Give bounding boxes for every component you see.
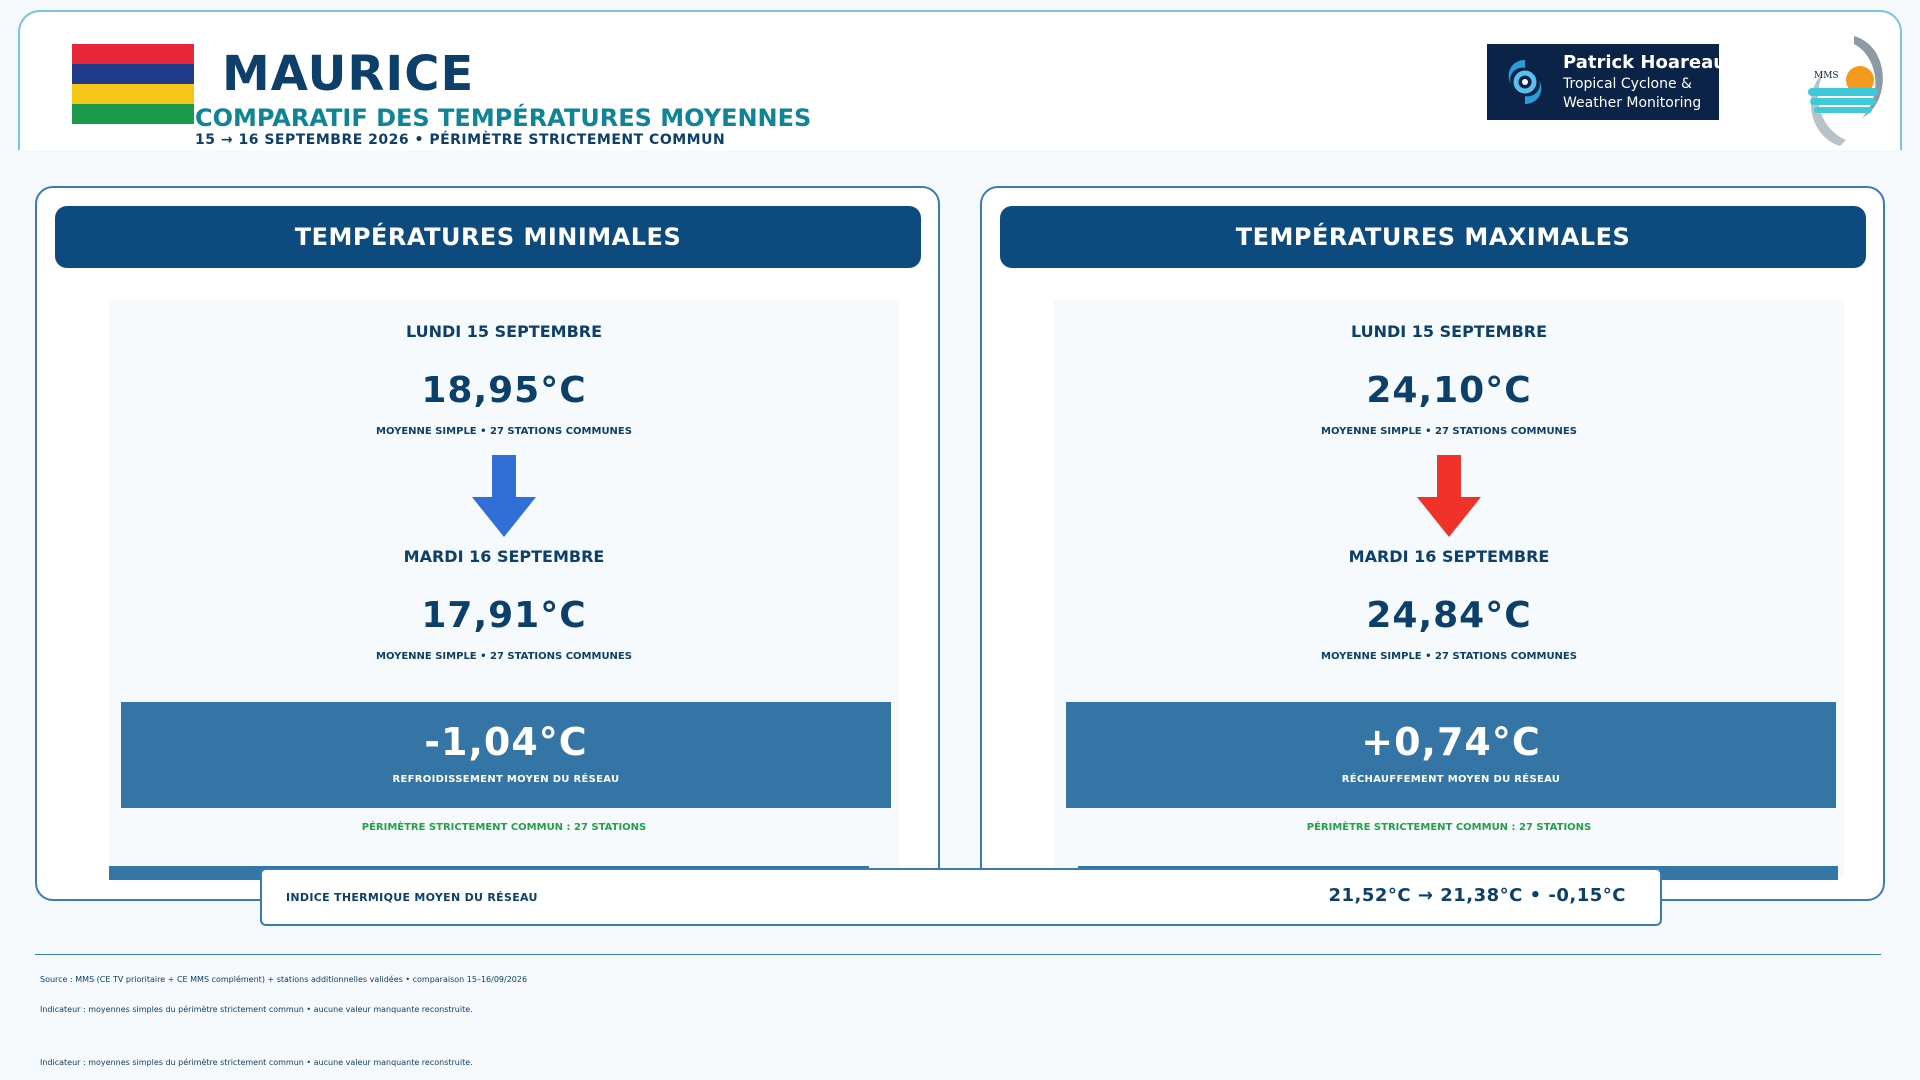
panel-heading: TEMPÉRATURES MINIMALES [55, 206, 921, 268]
thermal-index-label: INDICE THERMIQUE MOYEN DU RÉSEAU [286, 891, 538, 904]
average-note-2: MOYENNE SIMPLE • 27 STATIONS COMMUNES [1321, 651, 1577, 662]
mms-logo-icon [1802, 32, 1892, 150]
arrow-down-icon [1417, 455, 1481, 537]
brand-line-2: Weather Monitoring [1563, 95, 1702, 111]
page-subtitle: COMPARATIF DES TEMPÉRATURES MOYENNES [195, 104, 812, 132]
brand-line-1: Tropical Cyclone & [1563, 76, 1692, 92]
temperature-value-1: 24,10°C [1366, 370, 1532, 411]
day-label-1: LUNDI 15 SEPTEMBRE [1350, 322, 1548, 341]
panel-body [109, 300, 899, 878]
panel-minimales [35, 186, 940, 901]
average-note-1: MOYENNE SIMPLE • 27 STATIONS COMMUNES [376, 426, 632, 437]
mauritius-flag-icon [72, 44, 194, 124]
delta-label: RÉCHAUFFEMENT MOYEN DU RÉSEAU [1341, 774, 1561, 785]
average-note-2: MOYENNE SIMPLE • 27 STATIONS COMMUNES [376, 651, 632, 662]
thermal-index-bar [260, 868, 1662, 926]
flag-stripe-blue [72, 64, 194, 84]
day-label-1: LUNDI 15 SEPTEMBRE [405, 322, 603, 341]
footer-indicator-repeat: Indicateur : moyennes simples du périmètre strictement commun • aucune valeur manquante reconstruite. [40, 1058, 473, 1067]
day-label-2: MARDI 16 SEPTEMBRE [403, 547, 605, 566]
header [18, 10, 1902, 150]
cyclone-icon [1497, 54, 1553, 110]
footer-source: Source : MMS (CE TV prioritaire + CE MMS complément) + stations additionnelles validées • comparaison 15–16/09/2026 [40, 975, 528, 984]
flag-stripe-green [72, 104, 194, 124]
perimeter-note: PÉRIMÈTRE STRICTEMENT COMMUN : 27 STATIONS [1306, 822, 1592, 833]
mms-logo-text: MMS [1814, 71, 1839, 81]
page-title: MAURICE [222, 46, 475, 102]
thermal-index-value: 21,52°C → 21,38°C • -0,15°C [1328, 885, 1626, 906]
panel-body [1054, 300, 1844, 878]
average-note-1: MOYENNE SIMPLE • 27 STATIONS COMMUNES [1321, 426, 1577, 437]
perimeter-note: PÉRIMÈTRE STRICTEMENT COMMUN : 27 STATIONS [361, 822, 647, 833]
temperature-value-1: 18,95°C [421, 370, 587, 411]
day-label-2: MARDI 16 SEPTEMBRE [1348, 547, 1550, 566]
delta-box [121, 702, 891, 808]
temperature-value-2: 17,91°C [421, 595, 587, 636]
flag-stripe-red [72, 44, 194, 64]
arrow-down-icon [472, 455, 536, 537]
delta-value: +0,74°C [1361, 720, 1541, 764]
brand-logo [1487, 44, 1727, 120]
delta-label: REFROIDISSEMENT MOYEN DU RÉSEAU [392, 774, 620, 785]
panel-heading: TEMPÉRATURES MAXIMALES [1000, 206, 1866, 268]
footer-divider [35, 954, 1881, 955]
date-line: 15 → 16 SEPTEMBRE 2026 • PÉRIMÈTRE STRICTEMENT COMMUN [195, 132, 726, 148]
delta-box [1066, 702, 1836, 808]
brand-name: Patrick Hoareau [1563, 52, 1727, 73]
temperature-value-2: 24,84°C [1366, 595, 1532, 636]
flag-stripe-yellow [72, 84, 194, 104]
panel-maximales [980, 186, 1885, 901]
footer-indicator: Indicateur : moyennes simples du périmètre strictement commun • aucune valeur manquante reconstruite. [40, 1005, 473, 1014]
delta-value: -1,04°C [424, 720, 588, 764]
